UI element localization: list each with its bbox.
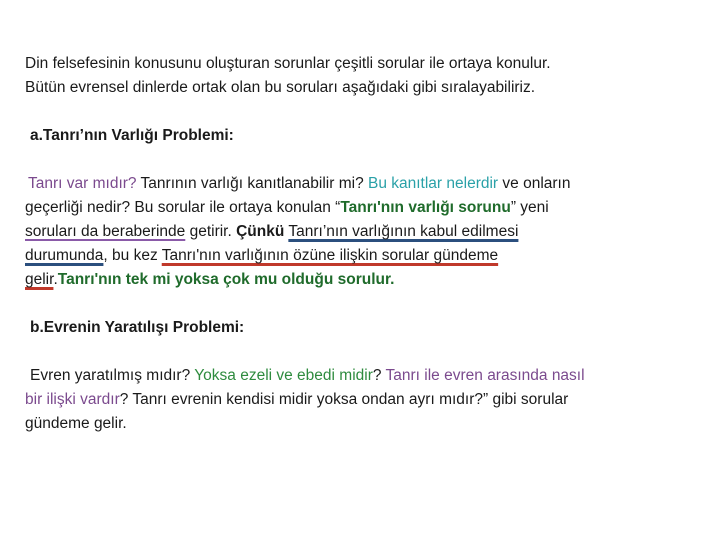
section-a-line-1 <box>25 172 695 196</box>
question-god-universe-relation-cont: bir ilişki vardır <box>25 391 120 408</box>
section-a-line-3 <box>25 220 695 244</box>
text-segment: ” yeni <box>510 199 549 216</box>
section-b-line-3: gündeme gelir. <box>25 415 127 432</box>
question-god-exists: Tanrı var mıdır? <box>28 175 137 192</box>
question-evidence: Bu kanıtlar nelerdir <box>368 175 499 192</box>
text-segment: getirir. <box>185 223 237 240</box>
section-b-line-2 <box>25 388 695 412</box>
section-a-heading: a.Tanrı’nın Varlığı Problemi: <box>30 127 234 144</box>
text-segment: ? Tanrı evrenin kendisi midir yoksa ondan ayrı mıdır?” gibi sorular <box>119 391 569 408</box>
intro-line-2: Bütün evrensel dinlerde ortak olan bu soruları aşağıdaki gibi sıralayabiliriz. <box>25 79 536 96</box>
question-eternal: Yoksa ezeli ve ebedi midir <box>194 367 373 384</box>
text-segment: Tanrının varlığı kanıtlanabilir mi? <box>136 175 368 192</box>
intro-paragraph <box>25 52 695 100</box>
underlined-essence-questions-cont: gelir <box>25 271 54 288</box>
underlined-new-questions: soruları da beraberinde <box>25 223 186 240</box>
section-a-line-2 <box>25 196 695 220</box>
underlined-acceptance-cont: durumunda <box>25 247 104 264</box>
section-a-line-5 <box>25 268 695 292</box>
section-b-heading: b.Evrenin Yaratılışı Problemi: <box>30 319 245 336</box>
underlined-essence-questions: Tanrı'nın varlığının özüne ilişkin sorular gündeme <box>161 247 499 264</box>
text-segment: . <box>53 271 58 288</box>
intro-line-1: Din felsefesinin konusunu oluşturan sorunlar çeşitli sorular ile ortaya konulur. <box>25 55 551 72</box>
text-segment: geçerliği nedir? Bu sorular ile ortaya konulan “ <box>25 199 341 216</box>
bold-because: Çünkü <box>236 223 285 240</box>
text-segment: ve onların <box>498 175 571 192</box>
section-a-paragraph <box>25 172 695 292</box>
question-god-universe-relation: Tanrı ile evren arasında nasıl <box>385 367 585 384</box>
text-segment: , bu kez <box>103 247 162 264</box>
highlight-god-existence-problem: Tanrı'nın varlığı sorunu <box>340 199 511 216</box>
highlight-one-or-many: Tanrı'nın tek mi yoksa çok mu olduğu sorulur. <box>57 271 395 288</box>
section-b-paragraph <box>25 364 695 436</box>
section-a-line-4 <box>25 244 695 268</box>
underlined-acceptance: Tanrı’nın varlığının kabul edilmesi <box>288 223 519 240</box>
text-segment: ? <box>372 367 386 384</box>
section-b-line-1 <box>25 364 695 388</box>
text-segment: Evren yaratılmış mıdır? <box>30 367 195 384</box>
